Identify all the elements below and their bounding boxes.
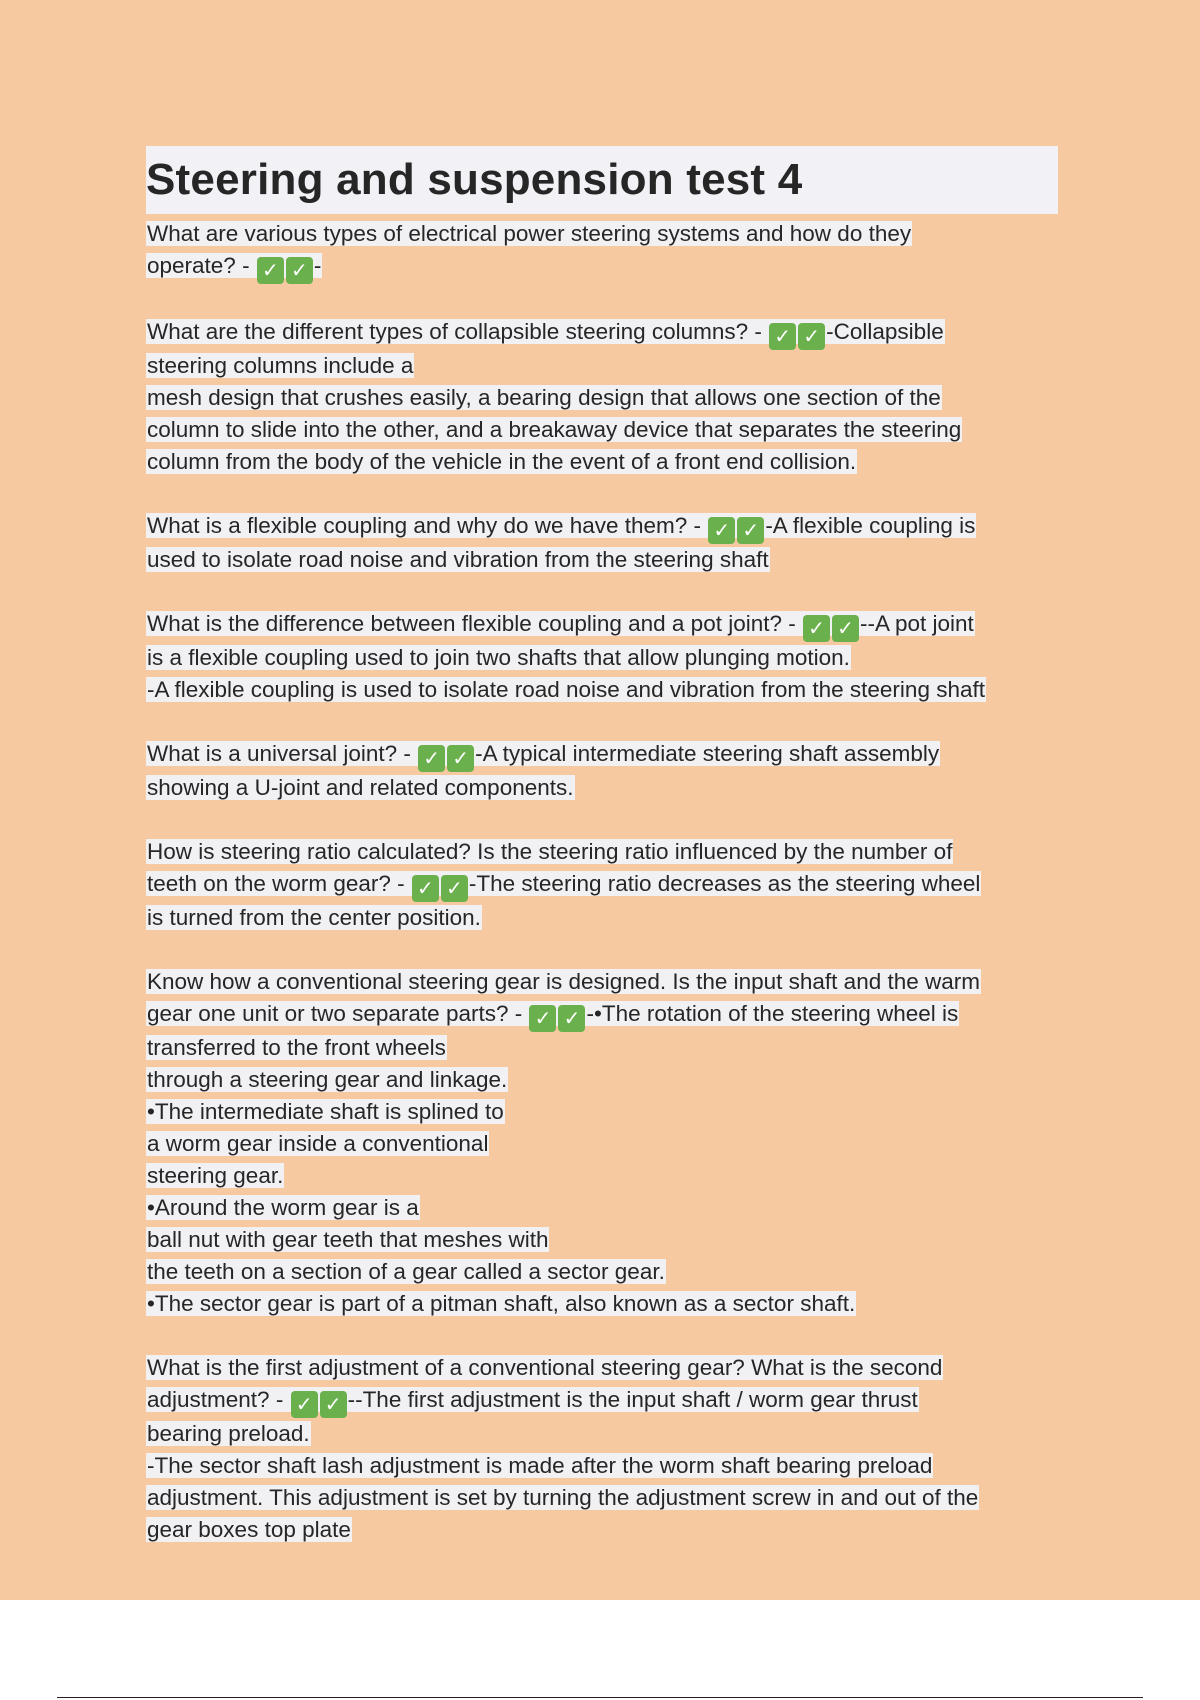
highlighted-text (146, 417, 962, 442)
highlighted-text (146, 1099, 505, 1124)
highlighted-text (146, 839, 953, 864)
highlighted-text (146, 1163, 284, 1188)
highlighted-text (146, 1387, 919, 1416)
text-line (146, 1256, 1058, 1288)
qa-item (146, 510, 1058, 576)
text-line (146, 250, 1058, 284)
text-line (146, 1160, 1058, 1192)
highlighted-text (146, 905, 482, 930)
highlighted-text (146, 1067, 508, 1092)
highlighted-text (146, 611, 975, 640)
text-line (146, 868, 1058, 902)
line-text: is turned from the center position. (147, 905, 481, 930)
highlighted-text (146, 1421, 311, 1446)
line-text: ball nut with gear teeth that meshes with (147, 1227, 549, 1252)
text-line (146, 1032, 1058, 1064)
checkmark-icon: ✓ (798, 323, 825, 350)
checkmark-icon: ✓ (286, 257, 313, 284)
text-line (146, 382, 1058, 414)
line-text: How is steering ratio calculated? Is the steering ratio influenced by the number of (147, 839, 953, 864)
qa-item (146, 966, 1058, 1320)
line-text: bearing preload. (147, 1421, 310, 1446)
text-line (146, 642, 1058, 674)
qa-item (146, 218, 1058, 284)
text-line (146, 998, 1058, 1032)
answer-text: -Collapsible (826, 319, 944, 344)
qa-item (146, 836, 1058, 934)
answer-text: - (313, 253, 322, 278)
highlighted-text (146, 775, 575, 800)
checkmark-icon: ✓ (418, 745, 445, 772)
text-line (146, 218, 1058, 250)
line-text: gear one unit or two separate parts? - (147, 1001, 529, 1026)
text-line (146, 1450, 1058, 1482)
text-line (146, 1192, 1058, 1224)
text-line (146, 1064, 1058, 1096)
line-text: operate? - (147, 253, 256, 278)
line-text: a worm gear inside a conventional (147, 1131, 489, 1156)
line-text: What is the first adjustment of a conventional steering gear? What is the second (147, 1355, 943, 1380)
highlighted-text (146, 677, 986, 702)
document-content (146, 146, 1058, 1578)
text-line (146, 1352, 1058, 1384)
line-text: used to isolate road noise and vibration from the steering shaft (147, 547, 769, 572)
qa-item (146, 1352, 1058, 1546)
line-text: column from the body of the vehicle in the event of a front end collision. (147, 449, 857, 474)
line-text: What is a flexible coupling and why do we have them? - (147, 513, 708, 538)
text-line (146, 1096, 1058, 1128)
highlighted-text (146, 513, 976, 542)
page-title: Steering and suspension test 4 (146, 155, 803, 204)
text-line (146, 510, 1058, 544)
line-text: •Around the worm gear is a (147, 1195, 419, 1220)
checkmark-icon: ✓ (291, 1391, 318, 1418)
text-line (146, 836, 1058, 868)
checkmark-icon: ✓ (832, 615, 859, 642)
answer-text: -The steering ratio decreases as the steering wheel (468, 871, 981, 896)
checkmark-icon: ✓ (708, 517, 735, 544)
checkmark-icon: ✓ (769, 323, 796, 350)
page-divider (57, 1697, 1143, 1698)
line-text: column to slide into the other, and a breakaway device that separates the steering (147, 417, 962, 442)
line-text: mesh design that crushes easily, a bearing design that allows one section of the (147, 385, 941, 410)
text-line (146, 902, 1058, 934)
text-line (146, 414, 1058, 446)
text-line (146, 1224, 1058, 1256)
line-text: What are the different types of collapsible steering columns? - (147, 319, 769, 344)
line-text: teeth on the worm gear? - (147, 871, 411, 896)
highlighted-text (146, 221, 912, 246)
text-line (146, 350, 1058, 382)
line-text: showing a U-joint and related components. (147, 775, 574, 800)
highlighted-text (146, 1517, 352, 1542)
checkmark-icon: ✓ (257, 257, 284, 284)
line-text: Know how a conventional steering gear is designed. Is the input shaft and the warm (147, 969, 981, 994)
line-text: adjustment? - (147, 1387, 290, 1412)
line-text: is a flexible coupling used to join two shafts that allow plunging motion. (147, 645, 850, 670)
checkmark-icon: ✓ (737, 517, 764, 544)
qa-list (146, 218, 1058, 1546)
line-text: -A flexible coupling is used to isolate road noise and vibration from the steering shaft (147, 677, 985, 702)
text-line (146, 772, 1058, 804)
qa-item (146, 738, 1058, 804)
highlighted-text (146, 1453, 933, 1478)
highlighted-text (146, 1131, 489, 1156)
checkmark-icon: ✓ (320, 1391, 347, 1418)
text-line (146, 608, 1058, 642)
highlighted-text (146, 969, 981, 994)
line-text: -The sector shaft lash adjustment is made after the worm shaft bearing preload (147, 1453, 933, 1478)
text-line (146, 316, 1058, 350)
line-text: •The sector gear is part of a pitman shaft, also known as a sector shaft. (147, 1291, 856, 1316)
highlighted-text (146, 1001, 959, 1030)
checkmark-icon: ✓ (529, 1005, 556, 1032)
text-line (146, 1482, 1058, 1514)
text-line (146, 1288, 1058, 1320)
highlighted-text (146, 353, 414, 378)
highlighted-text (146, 385, 942, 410)
highlighted-text (146, 1035, 447, 1060)
highlighted-text (146, 871, 981, 900)
answer-text: -A typical intermediate steering shaft assembly (475, 741, 940, 766)
highlighted-text (146, 253, 322, 282)
highlighted-text (146, 1291, 856, 1316)
text-line (146, 966, 1058, 998)
line-text: What is a universal joint? - (147, 741, 418, 766)
line-text: through a steering gear and linkage. (147, 1067, 508, 1092)
line-text: transferred to the front wheels (147, 1035, 446, 1060)
text-line (146, 1128, 1058, 1160)
line-text: the teeth on a section of a gear called a sector gear. (147, 1259, 665, 1284)
qa-item (146, 316, 1058, 478)
text-line (146, 738, 1058, 772)
qa-item (146, 608, 1058, 706)
answer-text: -A flexible coupling is (765, 513, 976, 538)
highlighted-text (146, 319, 945, 348)
text-line (146, 1418, 1058, 1450)
line-text: What is the difference between flexible coupling and a pot joint? - (147, 611, 802, 636)
highlighted-text (146, 645, 851, 670)
highlighted-text (146, 1355, 943, 1380)
checkmark-icon: ✓ (803, 615, 830, 642)
highlighted-text (146, 1227, 549, 1252)
line-text: What are various types of electrical power steering systems and how do they (147, 221, 912, 246)
highlighted-text (146, 547, 770, 572)
checkmark-icon: ✓ (447, 745, 474, 772)
text-line (146, 446, 1058, 478)
highlighted-text (146, 1259, 666, 1284)
checkmark-icon: ✓ (441, 875, 468, 902)
line-text: steering gear. (147, 1163, 284, 1188)
checkmark-icon: ✓ (412, 875, 439, 902)
text-line (146, 544, 1058, 576)
answer-text: --A pot joint (860, 611, 974, 636)
highlighted-text (146, 1485, 979, 1510)
text-line (146, 674, 1058, 706)
line-text: steering columns include a (147, 353, 414, 378)
line-text: •The intermediate shaft is splined to (147, 1099, 504, 1124)
highlighted-text (146, 449, 857, 474)
text-line (146, 1514, 1058, 1546)
line-text: gear boxes top plate (147, 1517, 351, 1542)
answer-text: --The first adjustment is the input shaft / worm gear thrust (347, 1387, 918, 1412)
highlighted-text (146, 1195, 420, 1220)
line-text: adjustment. This adjustment is set by turning the adjustment screw in and out of the (147, 1485, 979, 1510)
highlighted-text (146, 741, 940, 770)
checkmark-icon: ✓ (558, 1005, 585, 1032)
answer-text: -•The rotation of the steering wheel is (586, 1001, 959, 1026)
title-bar (146, 146, 1058, 214)
text-line (146, 1384, 1058, 1418)
